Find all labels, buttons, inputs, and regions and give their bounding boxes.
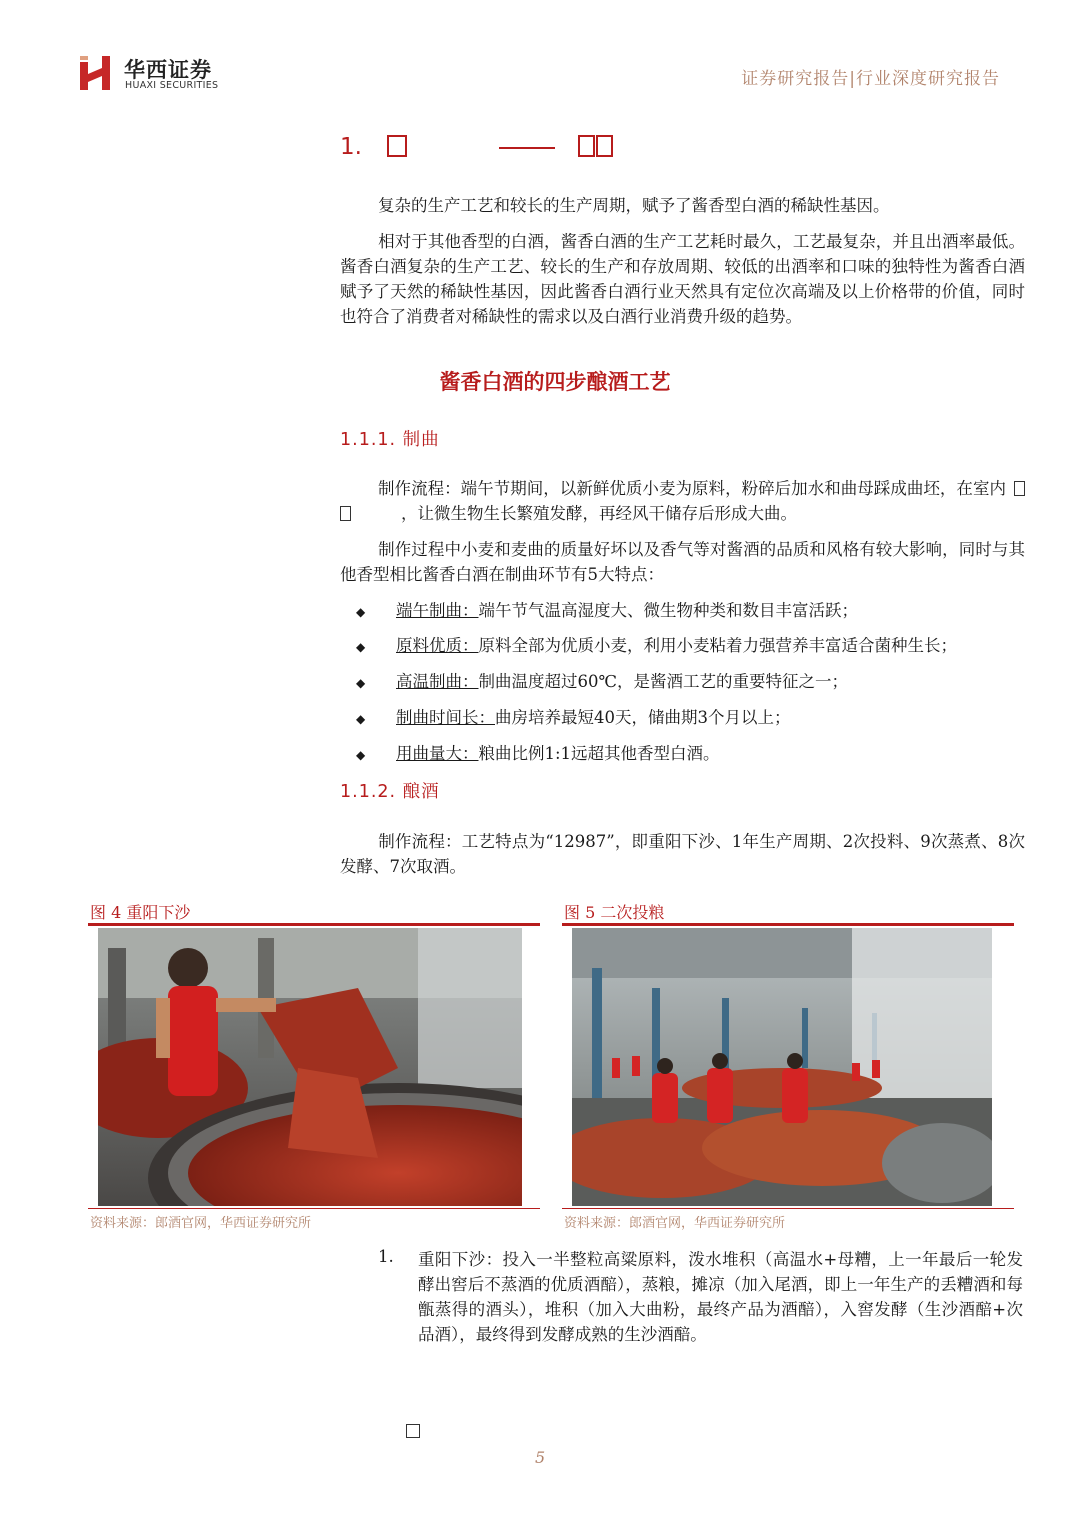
missing-glyph-box <box>1014 481 1025 496</box>
paragraph-zhiqu-quality: 制作过程中小麦和麦曲的质量好坏以及香气等对酱酒的品质和风格有较大影响，同时与其他香型相比酱香白酒在制曲环节有5大特点： <box>340 540 1025 584</box>
figure-4-photo <box>98 928 522 1206</box>
bullet-item: ◆ 制曲时间长：曲房培养最短40天，储曲期3个月以上； <box>356 708 791 727</box>
missing-glyph-box <box>406 1424 420 1438</box>
numbered-item-marker: 1. <box>378 1247 394 1266</box>
section-title <box>340 134 613 160</box>
bullet-item: ◆ 原料优质：原料全部为优质小麦，利用小麦粘着力强营养丰富适合菌种生长； <box>356 636 957 655</box>
bullet-item: ◆ 端午制曲：端午节气温高湿度大、微生物种类和数目丰富活跃； <box>356 601 858 620</box>
figure-5-rule <box>562 923 1014 926</box>
figure-5-title: 图 5 二次投粮 <box>564 903 665 922</box>
paragraph-scarcity: 相对于其他香型的白酒，酱香白酒的生产工艺耗时最久，工艺最复杂，并且出酒率最低。酱香白酒复杂的生产工艺、较长的生产和存放周期、较低的出酒率和口味的独特性为酱香白酒赋予了天然的稀缺性基因，因此酱香白酒行业天然具有定位次高端及以上价格带的价值，同时也符合了消费者对稀缺性的需求以及白酒行业消费升级的趋势。 <box>340 232 1025 326</box>
page-number: 5 <box>535 1448 546 1467</box>
figure-5-bottom-rule <box>562 1208 1014 1209</box>
paragraph-niangjiu-flow: 制作流程：工艺特点为“12987”，即重阳下沙、1年生产周期、2次投料、9次蒸煮、8次发酵、7次取酒。 <box>340 832 1025 876</box>
figure-4-title: 图 4 重阳下沙 <box>90 903 191 922</box>
report-type: 证券研究报告|行业深度研究报告 <box>741 69 1000 89</box>
paragraph-zhiqu-flow: 制作流程：端午节期间，以新鲜优质小麦为原料，粉碎后加水和曲母踩成曲坯，在室内，让微生物生长繁殖发酵，再经风干储存后形成大曲。 <box>340 476 1025 526</box>
huaxi-logo-icon <box>78 54 114 92</box>
logo-text-cn: 华西证券 <box>124 58 212 82</box>
figure-4-rule <box>88 923 540 926</box>
missing-glyph-box <box>578 135 595 157</box>
missing-glyph-box <box>596 135 613 157</box>
subheading-niangjiu: 1.1.2. 酿酒 <box>340 782 440 802</box>
bullet-item: ◆ 用曲量大：粮曲比例1:1远超其他香型白酒。 <box>356 744 720 763</box>
missing-glyph-box <box>387 135 407 157</box>
title-dash <box>499 147 555 149</box>
figure-4-source: 资料来源：郎酒官网，华西证券研究所 <box>90 1216 312 1231</box>
subheading-zhiqu: 1.1.1. 制曲 <box>340 430 440 450</box>
logo-text-en: HUAXI SECURITIES <box>125 80 219 91</box>
missing-glyph-box <box>340 506 351 521</box>
figure-5-source: 资料来源：郎酒官网，华西证券研究所 <box>564 1216 786 1231</box>
figure-4-bottom-rule <box>88 1208 540 1209</box>
numbered-item-text: 重阳下沙：投入一半整粒高粱原料，泼水堆积（高温水+母糟，上一年最后一轮发酵出窖后不蒸酒的优质酒醅），蒸粮，摊凉（加入尾酒，即上一年生产的丢糟酒和每甑蒸得的酒头），堆积（加入大曲粉，最终产品为酒醅），入窖发酵（生沙酒醅+次品酒），最终得到发酵成熟的生沙酒醅。 <box>418 1250 1023 1344</box>
process-title: 酱香白酒的四步酿酒工艺 <box>439 369 671 394</box>
paragraph-intro: 复杂的生产工艺和较长的生产周期，赋予了酱香型白酒的稀缺性基因。 <box>378 196 890 215</box>
bullet-item: ◆ 高温制曲：制曲温度超过60℃，是酱酒工艺的重要特征之一； <box>356 672 848 691</box>
section-number: 1. <box>340 134 362 160</box>
figure-5-photo <box>572 928 992 1206</box>
